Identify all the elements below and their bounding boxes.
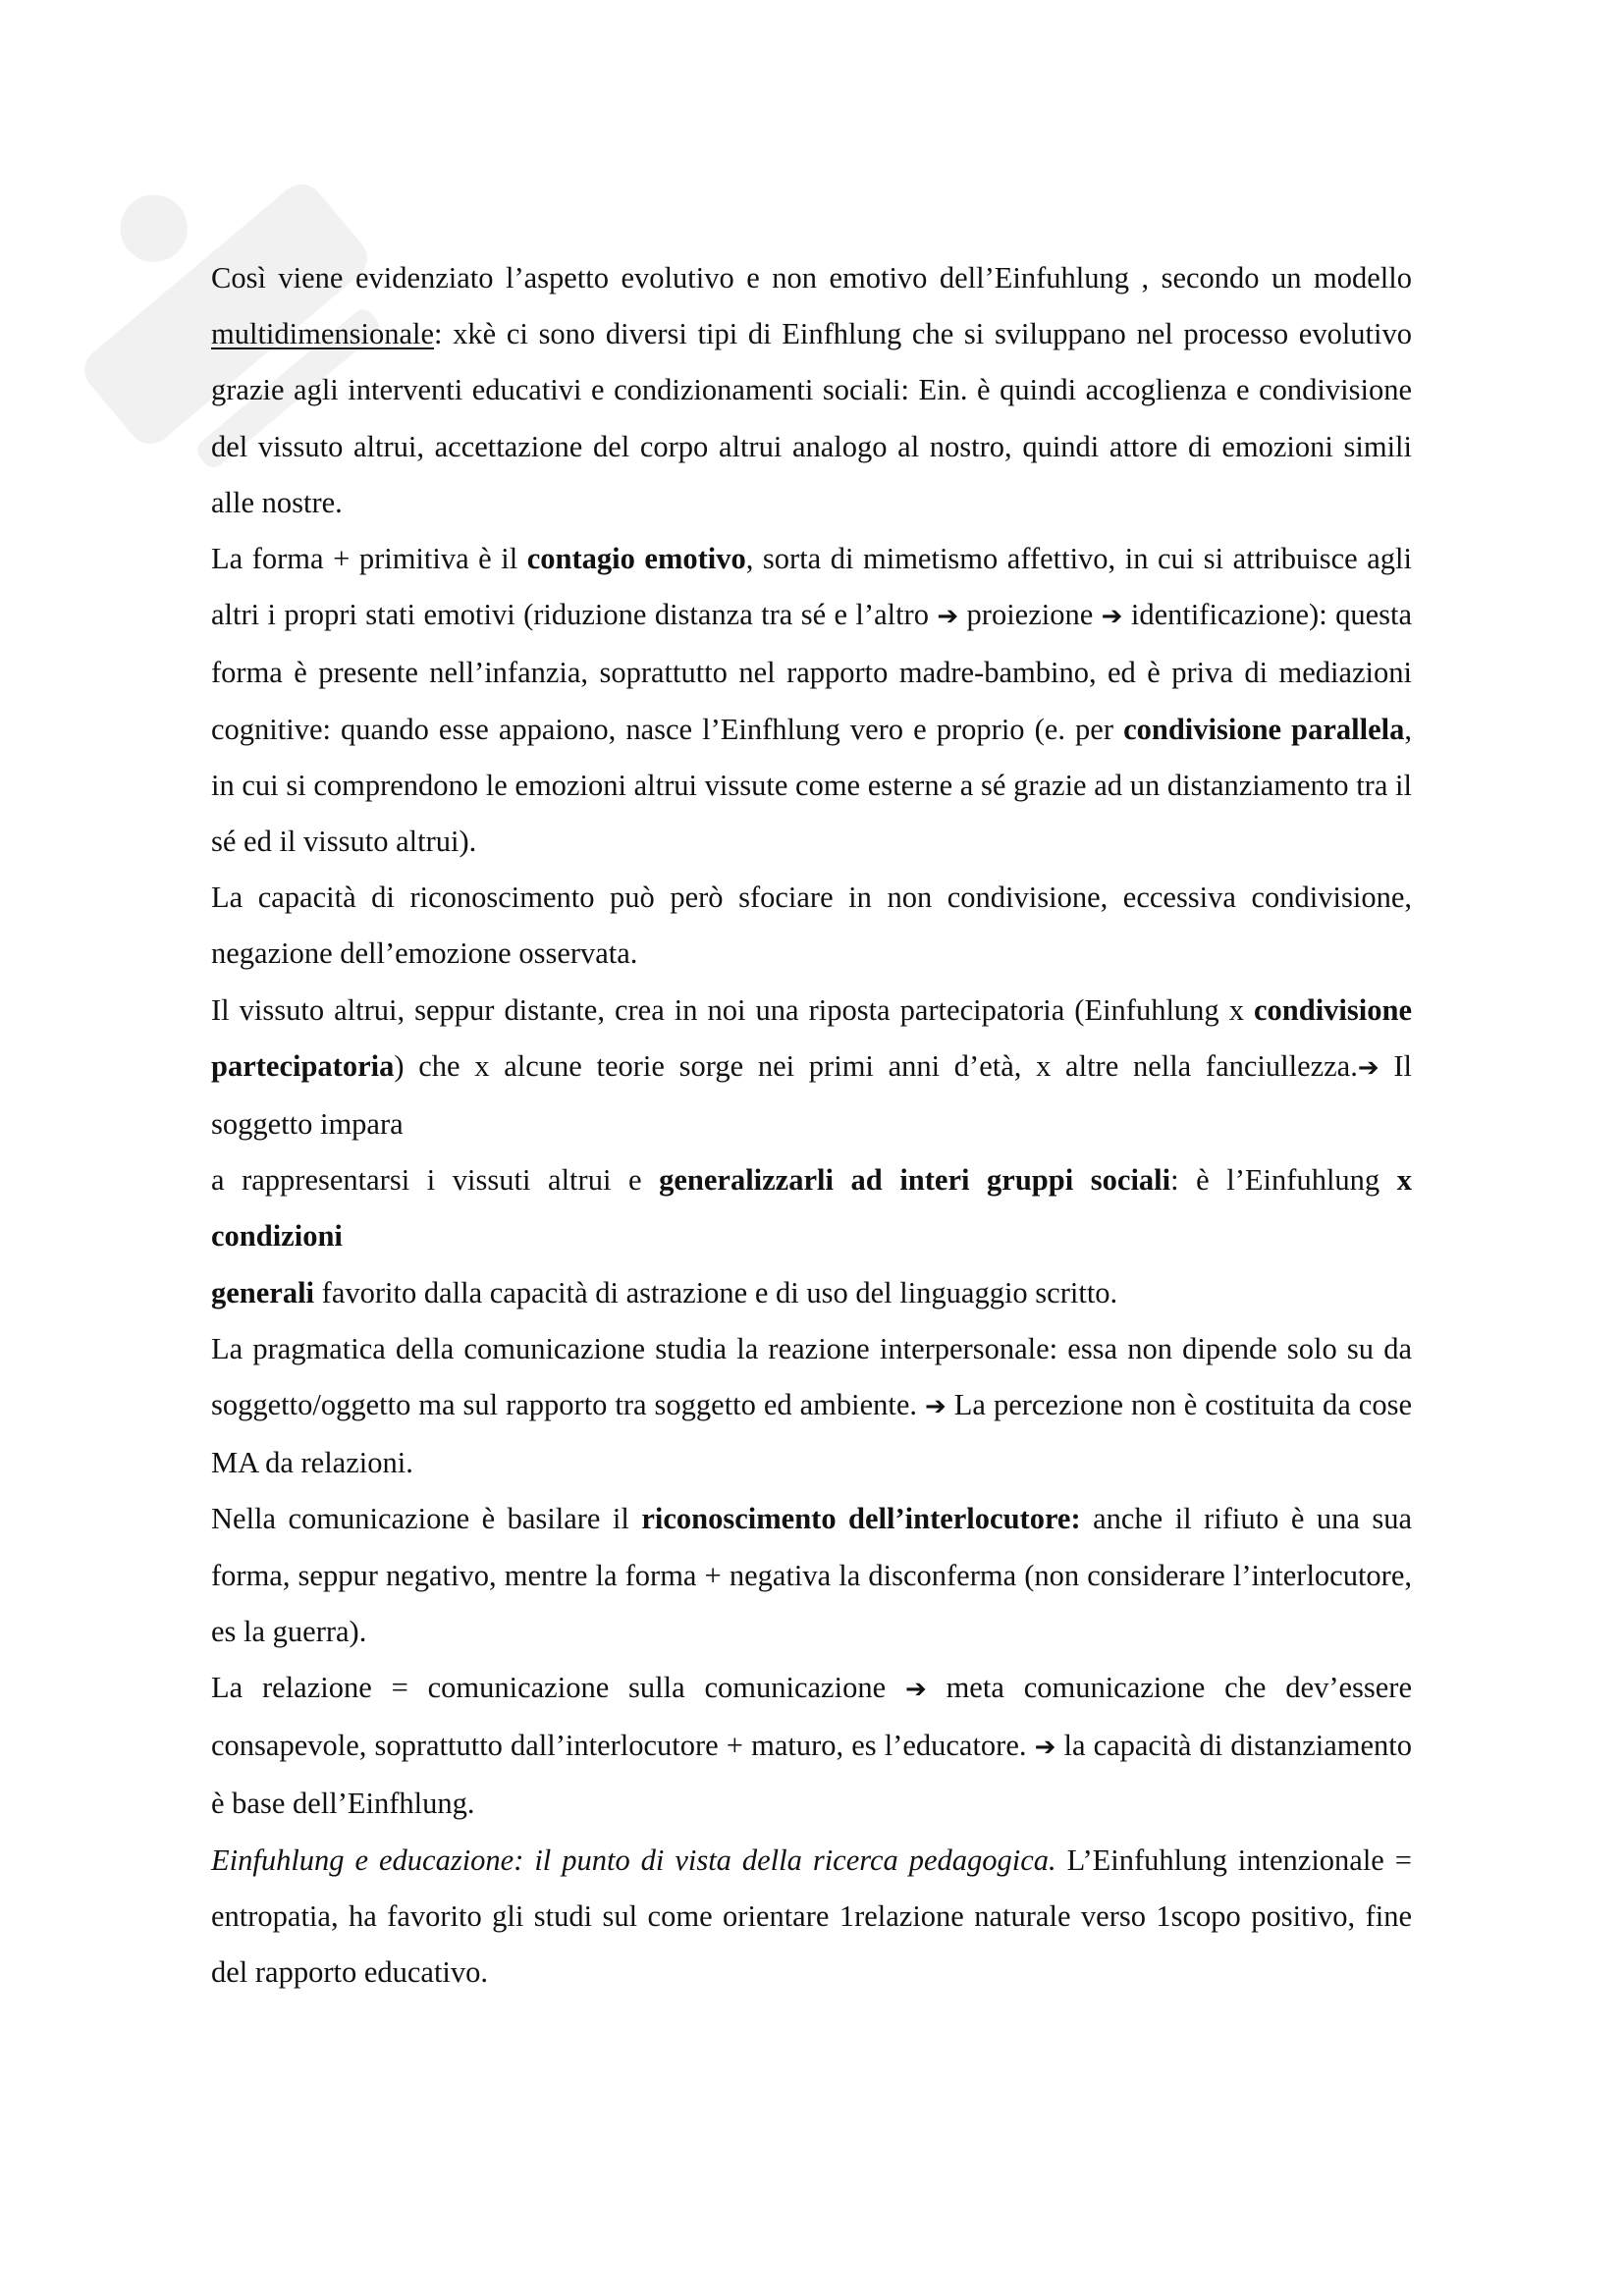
arrow-icon: ➔ — [1034, 1733, 1056, 1763]
paragraph-7 — [211, 1321, 1412, 1492]
paragraph-9-text-cont: meta comunicazione che dev’essere consapevole, soprattutto dall’interlocutore + maturo, es l’educatore. — [211, 1671, 1412, 1763]
bold-term-x-condizioni: x condizioni — [211, 1163, 1412, 1254]
bold-term-condivisione-parallela: condivisione parallela — [1123, 712, 1405, 746]
bold-term-generalizzarli: generalizzarli ad interi gruppi sociali — [659, 1163, 1171, 1198]
paragraph-4-text-cont: Il soggetto impara — [211, 1048, 1412, 1142]
bold-term-generali: generali — [211, 1275, 315, 1309]
paragraph-7-text: La pragmatica della comunicazione studia la reazione interpersonale: essa non dipende solo su da soggetto/oggetto ma sul rapporto tra soggetto ed ambiente. — [211, 1331, 1412, 1422]
paragraph-9-text: La relazione = comunicazione sulla comunicazione — [211, 1671, 905, 1705]
paragraph-1-text-cont: : xkè ci sono diversi tipi di Einfhlung che si sviluppano nel processo evolutivo grazie agli interventi educativi e condizionamenti sociali: Ein. è quindi accoglienza e condivisione del vissuto altrui, accettazione del corpo altrui analogo al nostro, quindi attore di emozioni simili alle nostre. — [211, 317, 1412, 519]
paragraph-4-text: Il vissuto altrui, seppur distante, crea in noi una riposta partecipatoria (Einfuhlung x — [211, 992, 1254, 1027]
underlined-term: multidimensionale — [211, 317, 435, 351]
bold-term-condivisione-partecipatoria: condivisione partecipatoria — [211, 992, 1412, 1083]
paragraph-5 — [211, 1152, 1412, 1264]
paragraph-8-text: Nella comunicazione è basilare il — [211, 1502, 642, 1536]
paragraph-10 — [211, 1833, 1412, 2002]
paragraph-7-text-cont: La percezione non è costituita da cose MA da relazioni. — [211, 1388, 1412, 1480]
paragraph-2 — [211, 531, 1412, 870]
paragraph-1-text: Così viene evidenziato l’aspetto evolutivo e non emotivo dell’Einfuhlung , secondo un modello — [211, 261, 1412, 294]
paragraph-4 — [211, 983, 1412, 1153]
paragraph-5-text: a rappresentarsi i vissuti altrui e — [211, 1163, 660, 1198]
document-body — [211, 250, 1412, 2001]
paragraph-4-text-cont: ) che x alcune teorie sorge nei primi anni d’età, x altre nella fanciullezza. — [394, 1048, 1358, 1083]
arrow-icon: ➔ — [1101, 602, 1123, 632]
paragraph-9-text-cont: la capacità di distanziamento è base dell’Einfhlung. — [211, 1729, 1412, 1821]
paragraph-9 — [211, 1660, 1412, 1833]
paragraph-6 — [211, 1265, 1412, 1321]
paragraph-2-text-cont: , in cui si comprendono le emozioni altrui vissute come esterne a sé grazie ad un distanziamento tra il sé ed il vissuto altrui). — [211, 712, 1413, 859]
arrow-icon: ➔ — [937, 602, 959, 632]
arrow-icon: ➔ — [904, 1675, 927, 1705]
paragraph-8 — [211, 1491, 1412, 1660]
paragraph-3: La capacità di riconoscimento può però sfociare in non condivisione, eccessiva condivisione, negazione dell’emozione osservata. — [211, 881, 1412, 971]
paragraph-2-text-cont: proiezione — [958, 598, 1102, 632]
bold-term-riconoscimento: riconoscimento dell’interlocutore: — [641, 1502, 1081, 1536]
italic-section-heading: Einfuhlung e educazione: il punto di vista della ricerca pedagogica. — [211, 1842, 1056, 1877]
bold-term-contagio: contagio emotivo — [526, 542, 746, 576]
paragraph-10-text: L’Einfuhlung intenzionale = entropatia, ha favorito gli studi sul come orientare 1relazione naturale verso 1scopo positivo, fine del rapporto educativo. — [211, 1842, 1412, 1990]
paragraph-5-text-cont: : è l’Einfuhlung — [1170, 1163, 1397, 1198]
paragraph-6-text: favorito dalla capacità di astrazione e di uso del linguaggio scritto. — [314, 1275, 1118, 1309]
paragraph-2-text: La forma + primitiva è il — [211, 542, 527, 576]
paragraph-8-text-cont: anche il rifiuto è una sua forma, seppur negativo, mentre la forma + negativa la disconferma (non considerare l’interlocutore, es la guerra). — [211, 1502, 1412, 1648]
arrow-icon: ➔ — [1357, 1052, 1380, 1083]
arrow-icon: ➔ — [925, 1392, 947, 1422]
paragraph-1 — [211, 250, 1412, 531]
paragraph-2-text-cont: identificazione): questa forma è presente nell’infanzia, soprattutto nel rapporto madre-bambino, ed è priva di mediazioni cognitive: quando esse appaiono, nasce l’Einfhlung vero e proprio (e. per — [211, 598, 1412, 746]
paragraph-2-text-cont: , sorta di mimetismo affettivo, in cui si attribuisce agli altri i propri stati emotivi (riduzione distanza tra sé e l’altro — [211, 542, 1412, 632]
